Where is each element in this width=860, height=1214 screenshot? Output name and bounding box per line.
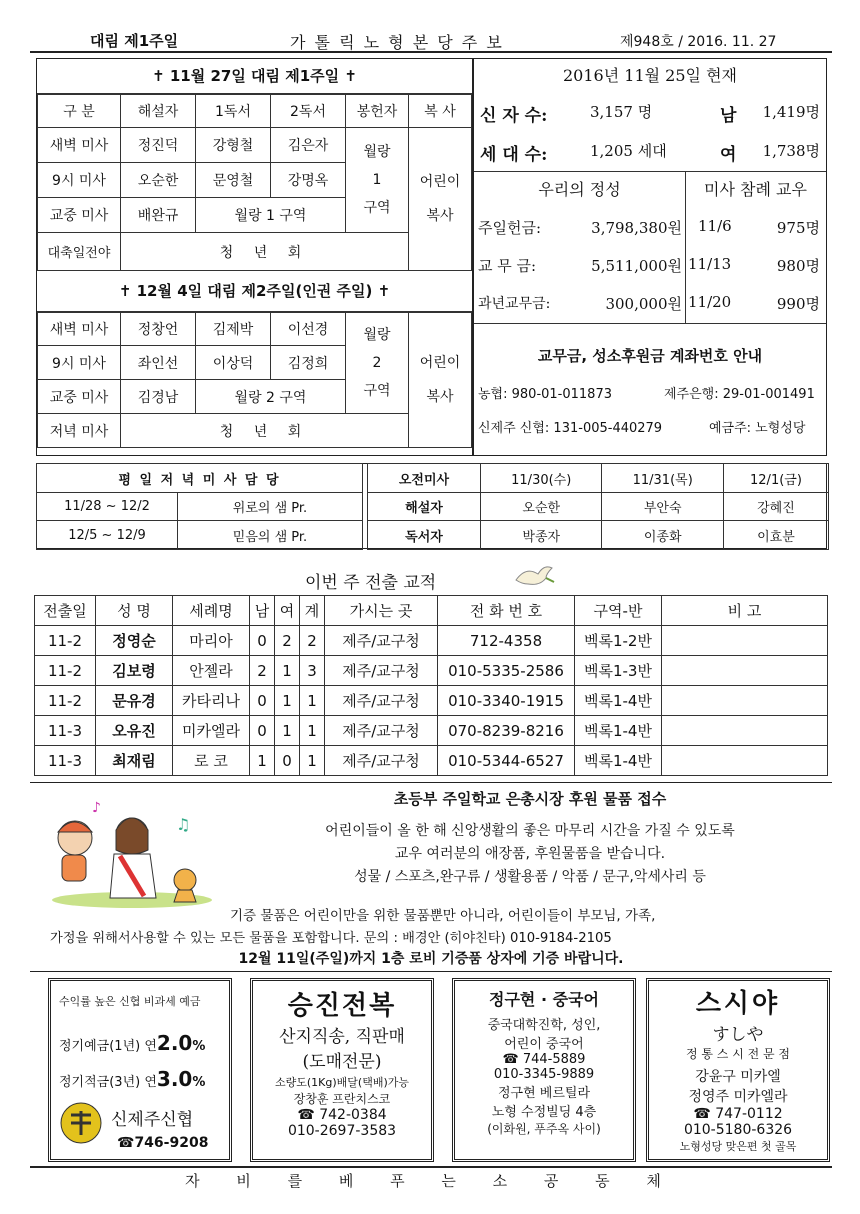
- role-name: 부안숙: [602, 493, 723, 521]
- percent-sign: %: [192, 1075, 206, 1090]
- cell: 월랑 2 구역: [196, 380, 346, 414]
- divider: [474, 171, 826, 172]
- weekday-dates: 12/5 ~ 12/9: [37, 521, 178, 550]
- bank-headline: 수익률 높은 신협 비과세 예금: [59, 995, 201, 1008]
- abalone-line: (도매전문): [302, 1052, 382, 1072]
- table-cell: [662, 716, 828, 746]
- server-cell: [409, 128, 472, 271]
- cell: 오순한: [121, 163, 196, 198]
- table-cell: 070-8239-8216: [438, 716, 575, 746]
- table-cell: 문유경: [96, 686, 173, 716]
- table-cell: 010-5344-6527: [438, 746, 575, 776]
- cell: 이상덕: [196, 346, 271, 380]
- row-label: 새벽 미사: [38, 313, 121, 346]
- role-name: 이효분: [723, 521, 828, 550]
- mass-schedule: [36, 58, 473, 456]
- table-cell: 11-2: [35, 686, 96, 716]
- attendance-row: [688, 293, 820, 317]
- sushi-mobile: 010-5180-6326: [683, 1122, 793, 1138]
- table-cell: 벡록1-3반: [575, 656, 662, 686]
- offering-value: 300,000원: [605, 295, 682, 313]
- table-row: [35, 746, 828, 776]
- abalone-mobile: 010-2697-3583: [287, 1123, 397, 1139]
- header-rule: [30, 51, 832, 53]
- bank-savings-rate: 3.0: [156, 1067, 193, 1091]
- weekday-dates: 11/28 ~ 12/2: [37, 493, 178, 521]
- col-header: 계: [300, 596, 325, 626]
- table-cell: 제주/교구청: [325, 746, 438, 776]
- abalone-line: 산지직송, 직판매: [279, 1027, 405, 1047]
- weekday-group: 위로의 샘 Pr.: [178, 493, 363, 521]
- attendance-count: 990명: [776, 295, 820, 313]
- table-cell: 정영순: [96, 626, 173, 656]
- table-cell: 벡록1-2반: [575, 626, 662, 656]
- row-label: 대축일전야: [38, 233, 121, 271]
- day-header: 11/31(목): [602, 464, 723, 493]
- footer-rule: [30, 1166, 832, 1168]
- col-header: 봉헌자: [346, 95, 409, 128]
- sushi-title: 스시야: [695, 989, 781, 1019]
- bank-deposit: [59, 1031, 205, 1055]
- table-cell: 1: [300, 686, 325, 716]
- table-cell: 0: [275, 746, 300, 776]
- account-nh: 농협: 980-01-011873: [478, 387, 612, 402]
- footer-motto: 자 비 를 베 푸 는 소 공 동 체: [185, 1172, 677, 1190]
- chinese-line: 어린이 중국어: [504, 1037, 584, 1052]
- col-header: 구 분: [38, 95, 121, 128]
- account-jeju: 제주은행: 29-01-001491: [664, 387, 815, 402]
- cell: 김은자: [271, 128, 346, 163]
- offer-text: 구역: [363, 200, 391, 216]
- weekday-title: 평 일 저 녁 미 사 담 당: [37, 464, 363, 493]
- table-cell: 1: [300, 716, 325, 746]
- col-header: 여: [275, 596, 300, 626]
- chinese-line: 중국대학진학, 성인,: [487, 1018, 601, 1033]
- cell: 문영철: [196, 163, 271, 198]
- offering-label: 과년교무금:: [478, 296, 551, 312]
- cell: 김경남: [121, 380, 196, 414]
- weekday-mass: [36, 463, 827, 549]
- table-cell: 3: [300, 656, 325, 686]
- believers-label: 신 자 수:: [480, 106, 548, 126]
- header-title: 가 톨 릭 노 형 본 당 주 보: [290, 33, 504, 52]
- offer-text: 월랑: [363, 327, 391, 343]
- table-cell: 0: [250, 716, 275, 746]
- role-name: 박종자: [481, 521, 602, 550]
- row-label: 새벽 미사: [38, 128, 121, 163]
- offering-label: 교 무 금:: [478, 257, 537, 275]
- col-header: 구역-반: [575, 596, 662, 626]
- transfer-title: 이번 주 전출 교적: [305, 573, 437, 593]
- chinese-owner: 정구현 베르틸라: [497, 1086, 591, 1101]
- account-holder: 예금주: 노형성당: [709, 421, 806, 436]
- table-cell: 미카엘라: [173, 716, 250, 746]
- households-value: 1,205 세대: [590, 142, 667, 160]
- table-row: [35, 626, 828, 656]
- stats-title: 2016년 11월 25일 현재: [563, 66, 737, 85]
- table-cell: 11-3: [35, 716, 96, 746]
- table-cell: 제주/교구청: [325, 716, 438, 746]
- sushi-phone: ☎ 747-0112: [693, 1106, 783, 1122]
- server-text: 어린이: [419, 355, 461, 371]
- chinese-mobile: 010-3345-9889: [493, 1067, 595, 1082]
- role-name: 이종화: [602, 521, 723, 550]
- day-header: 11/30(수): [481, 464, 602, 493]
- transfer-rows: [35, 626, 828, 776]
- cell: 강형철: [196, 128, 271, 163]
- row-label: 교중 미사: [38, 198, 121, 233]
- ad-chinese: [452, 978, 636, 1162]
- divider: [474, 323, 826, 324]
- table-cell: 2: [275, 626, 300, 656]
- percent-sign: %: [192, 1039, 206, 1054]
- mass2-table: [37, 312, 472, 448]
- offering-value: 3,798,380원: [591, 219, 682, 237]
- stats-believers: [480, 101, 820, 126]
- table-cell: 2: [250, 656, 275, 686]
- offering-label: 주일헌금:: [478, 219, 542, 237]
- offer-cell: [346, 313, 409, 414]
- server-text: 어린이: [419, 174, 461, 190]
- row-label: 9시 미사: [38, 163, 121, 198]
- table-cell: 11-3: [35, 746, 96, 776]
- mass1-title: ✝ 11월 27일 대림 제1주일 ✝: [37, 59, 472, 94]
- table-cell: 1: [250, 746, 275, 776]
- morning-table: [367, 463, 829, 550]
- mass2-title: ✝ 12월 4일 대림 제2주일(인권 주일) ✝: [37, 271, 472, 312]
- table-cell: 2: [300, 626, 325, 656]
- cell: 청 년 회: [121, 233, 409, 271]
- table-cell: 김보령: [96, 656, 173, 686]
- abalone-line: 소량도(1Kg)배달(택배)가능: [275, 1076, 409, 1089]
- table-cell: [662, 656, 828, 686]
- offer-text: 1: [372, 172, 382, 188]
- sushi-line: 정 통 스 시 전 문 점: [685, 1047, 791, 1061]
- dove-icon: [512, 560, 556, 590]
- chinese-address: 노형 수정빌딩 4층: [491, 1105, 597, 1120]
- shinhyup-logo-icon: [59, 1101, 103, 1145]
- table-cell: 벡록1-4반: [575, 746, 662, 776]
- table-cell: 712-4358: [438, 626, 575, 656]
- abalone-owner: 장창훈 프란치스코: [293, 1092, 391, 1106]
- ad-abalone: [250, 978, 434, 1162]
- table-cell: 제주/교구청: [325, 626, 438, 656]
- ad-bank: [48, 978, 232, 1162]
- table-cell: [662, 626, 828, 656]
- table-cell: 1: [275, 656, 300, 686]
- cell: 배완규: [121, 198, 196, 233]
- table-cell: 벡록1-4반: [575, 716, 662, 746]
- believers-value: 3,157 명: [590, 103, 653, 121]
- stats-households: [480, 140, 820, 165]
- cell: 정창언: [121, 313, 196, 346]
- table-cell: 0: [250, 686, 275, 716]
- bank-deposit-rate: 2.0: [156, 1031, 193, 1055]
- offer-text: 월랑: [363, 144, 391, 160]
- chinese-title: 정구현 · 중국어: [489, 990, 599, 1009]
- bank-savings-label: 정기적금(3년) 연: [59, 1075, 157, 1090]
- cell: 청 년 회: [121, 414, 409, 448]
- male-value: 1,419명: [762, 103, 820, 121]
- offering-title: 우리의 정성: [538, 180, 621, 199]
- col-header: 전 화 번 호: [438, 596, 575, 626]
- svg-text:♪: ♪: [92, 800, 101, 816]
- table-cell: 로 코: [173, 746, 250, 776]
- header-issue: 제948호 / 2016. 11. 27: [620, 34, 777, 50]
- bank-name: 신제주신협: [111, 1110, 194, 1130]
- col-header: 비 고: [662, 596, 828, 626]
- table-cell: 1: [300, 746, 325, 776]
- parish-stats: [473, 58, 827, 456]
- sushi-owner: 정영주 미카엘라: [688, 1089, 788, 1105]
- cell: 이선경: [271, 313, 346, 346]
- bank-savings: [59, 1067, 205, 1091]
- bank-phone: ☎746-9208: [117, 1135, 209, 1151]
- cell: 김정희: [271, 346, 346, 380]
- weekday-table: [36, 463, 363, 550]
- table-cell: 010-3340-1915: [438, 686, 575, 716]
- morning-label: 오전미사: [368, 464, 481, 493]
- households-label: 세 대 수:: [480, 145, 548, 165]
- server-text: 복사: [426, 208, 454, 224]
- col-header: 전출일: [35, 596, 96, 626]
- table-cell: 카타리나: [173, 686, 250, 716]
- abalone-phone: ☎ 742-0384: [297, 1107, 387, 1123]
- offering-row: [478, 293, 682, 317]
- role-name: 강혜진: [723, 493, 828, 521]
- cell: 김제박: [196, 313, 271, 346]
- col-header: 복 사: [409, 95, 472, 128]
- col-header: 해설자: [121, 95, 196, 128]
- attendance-date: 11/6: [698, 217, 732, 235]
- server-text: 복사: [426, 389, 454, 405]
- table-cell: 제주/교구청: [325, 656, 438, 686]
- ad-sushi: [646, 978, 830, 1162]
- table-cell: 최재림: [96, 746, 173, 776]
- table-cell: 010-5335-2586: [438, 656, 575, 686]
- table-cell: 마리아: [173, 626, 250, 656]
- table-row: [35, 716, 828, 746]
- cell: 좌인선: [121, 346, 196, 380]
- offering-row: [478, 255, 682, 279]
- table-row: [35, 686, 828, 716]
- col-header: 남: [250, 596, 275, 626]
- col-header: 세례명: [173, 596, 250, 626]
- role-label: 해설자: [368, 493, 481, 521]
- attendance-row: [698, 217, 820, 241]
- offer-cell: [346, 128, 409, 233]
- col-header: 가시는 곳: [325, 596, 438, 626]
- cell: 강명옥: [271, 163, 346, 198]
- notice-deadline: 12월 11일(주일)까지 1층 로비 기증품 상자에 기증 바랍니다.: [238, 951, 624, 967]
- abalone-title: 승진전복: [287, 991, 397, 1021]
- notice-contact: 가정을 위해서사용할 수 있는 모든 물품을 포함합니다. 문의 : 배경안 (히야친타) 010-9184-2105: [50, 931, 612, 946]
- offer-text: 구역: [363, 383, 391, 399]
- table-row: [35, 656, 828, 686]
- table-cell: 1: [275, 716, 300, 746]
- table-cell: 11-2: [35, 656, 96, 686]
- notice-title: 초등부 주일학교 은총시장 후원 물품 접수: [393, 790, 667, 808]
- col-header: 1독서: [196, 95, 271, 128]
- attendance-count: 975명: [776, 219, 820, 237]
- table-cell: 안젤라: [173, 656, 250, 686]
- chinese-landmark: (이화원, 푸주옥 사이): [487, 1122, 601, 1136]
- notice-line: 교우 여러분의 애장품, 후원물품을 받습니다.: [394, 846, 666, 862]
- table-cell: [662, 746, 828, 776]
- offering-value: 5,511,000원: [591, 257, 682, 275]
- cell: 정진덕: [121, 128, 196, 163]
- account-shinhyup: 신제주 신협: 131-005-440279: [478, 421, 663, 436]
- attendance-date: 11/20: [688, 293, 732, 311]
- table-cell: 1: [275, 686, 300, 716]
- attendance-count: 980명: [776, 257, 820, 275]
- cell: 월랑 1 구역: [196, 198, 346, 233]
- table-cell: 0: [250, 626, 275, 656]
- table-cell: 제주/교구청: [325, 686, 438, 716]
- header-left: 대림 제1주일: [90, 32, 179, 50]
- role-name: 오순한: [481, 493, 602, 521]
- sushi-owner: 강윤구 미카엘: [695, 1069, 781, 1085]
- row-label: 저녁 미사: [38, 414, 121, 448]
- table-cell: 11-2: [35, 626, 96, 656]
- table-cell: 오유진: [96, 716, 173, 746]
- male-label: 남: [720, 106, 737, 126]
- svg-text:♫: ♫: [176, 815, 191, 834]
- notice-line: 기증 물품은 어린이만을 위한 물품뿐만 아니라, 어린이들이 부모님, 가족,: [230, 908, 656, 924]
- role-label: 독서자: [368, 521, 481, 550]
- row-label: 교중 미사: [38, 380, 121, 414]
- row-label: 9시 미사: [38, 346, 121, 380]
- attendance-date: 11/13: [688, 255, 732, 273]
- notice-items: 성물 / 스포츠,완구류 / 생활용품 / 악품 / 문구,악세사리 등: [354, 869, 706, 885]
- female-label: 여: [720, 145, 737, 165]
- bank-deposit-label: 정기예금(1년) 연: [59, 1039, 157, 1054]
- col-header: 2독서: [271, 95, 346, 128]
- sushi-japanese: すしや: [712, 1025, 764, 1045]
- col-header: 성 명: [96, 596, 173, 626]
- attendance-row: [688, 255, 820, 279]
- table-cell: [662, 686, 828, 716]
- sushi-location: 노형성당 맞은편 첫 골목: [679, 1140, 797, 1153]
- offering-row: [478, 217, 682, 241]
- offer-text: 2: [372, 355, 382, 371]
- chinese-phone: ☎ 744-5889: [502, 1052, 586, 1067]
- accounts-title: 교무금, 성소후원금 계좌번호 안내: [537, 347, 763, 365]
- day-header: 12/1(금): [723, 464, 828, 493]
- weekday-group: 믿음의 샘 Pr.: [178, 521, 363, 550]
- attendance-title: 미사 참례 교우: [704, 180, 807, 199]
- notice-line: 어린이들이 올 한 해 신앙생활의 좋은 마무리 시간을 가질 수 있도록: [325, 823, 735, 839]
- table-cell: 벡록1-4반: [575, 686, 662, 716]
- female-value: 1,738명: [762, 142, 820, 160]
- transfer-table: [34, 595, 828, 776]
- mass1-table: [37, 94, 472, 271]
- server-cell: [409, 313, 472, 448]
- children-clipart-icon: [40, 800, 225, 910]
